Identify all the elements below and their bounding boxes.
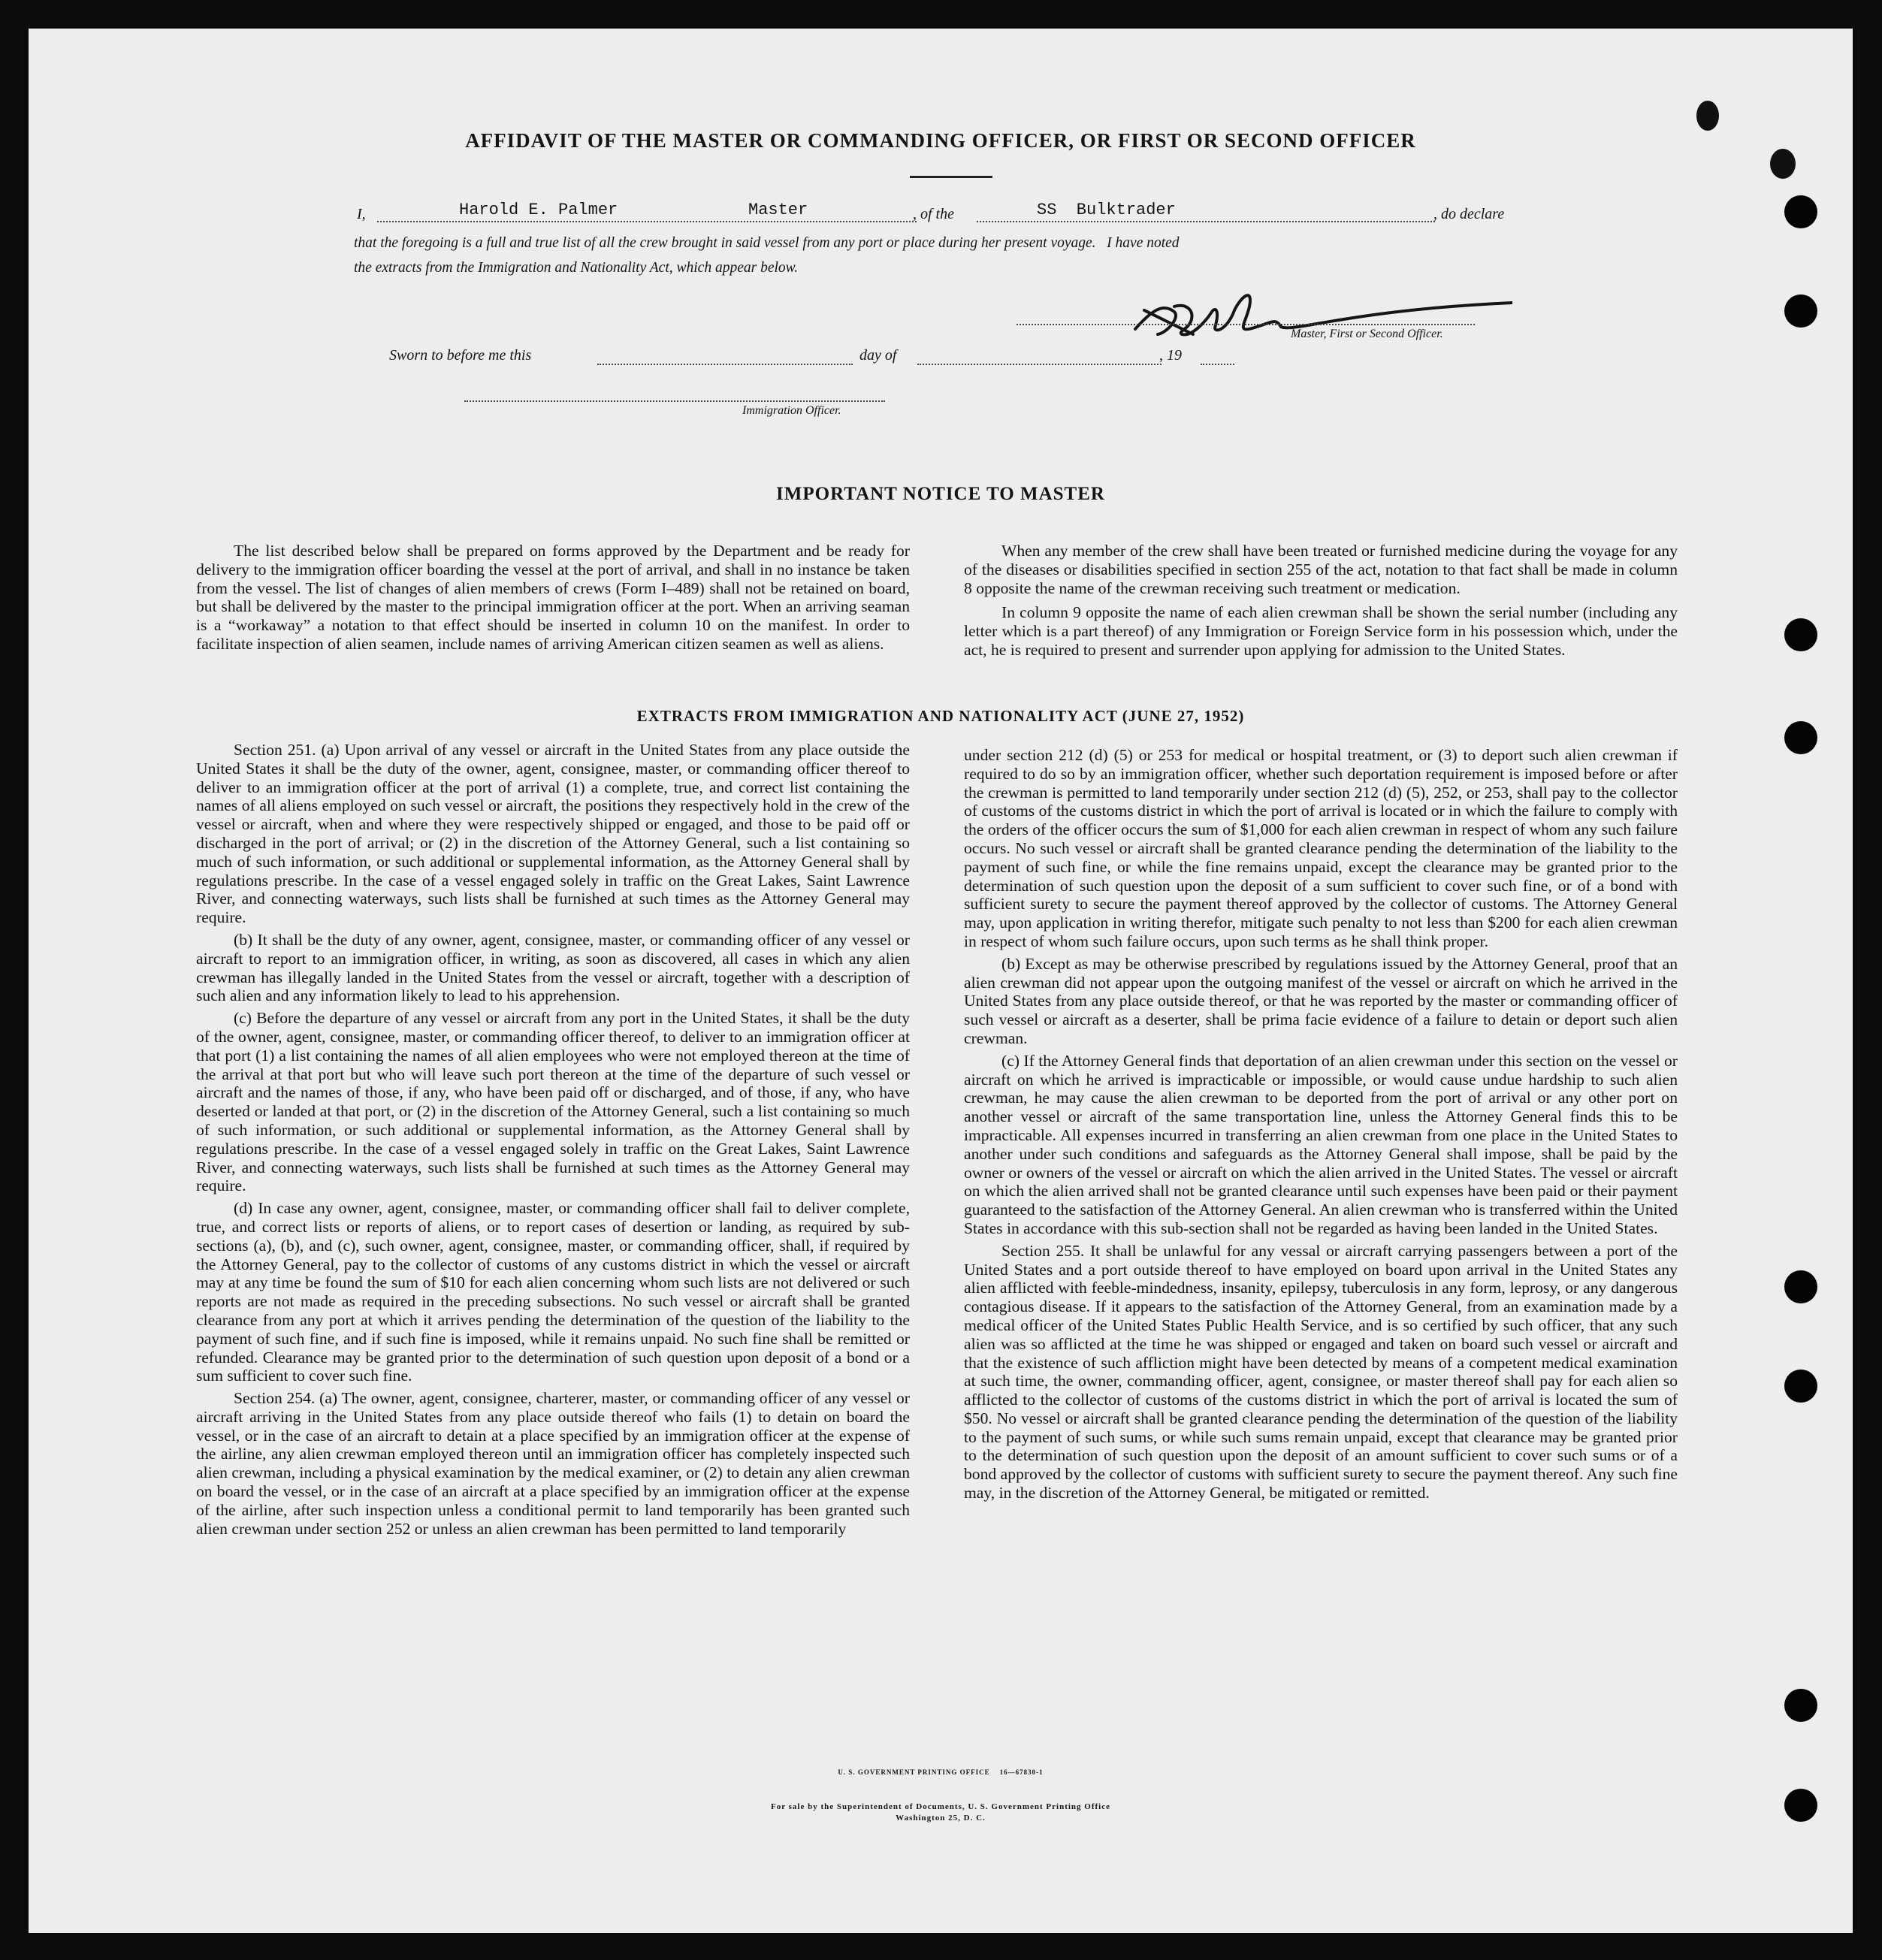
vessel-field-line <box>977 221 1435 222</box>
section-251-b: (b) It shall be the duty of any owner, agent, consignee, master, or commanding officer of any vessel or aircraft to report to an immigration officer, in writing, as soon as discovered, all cases in which any alien crewman has illegally landed in the United States from the vessel or aircraft, together with a description of such alien and any information likely to lead to his apprehension. <box>196 930 910 1005</box>
title-rule <box>910 176 992 178</box>
lead-i: I, <box>357 206 366 222</box>
officer-signature-line <box>464 400 885 402</box>
binder-hole <box>1784 1270 1817 1303</box>
signature-line <box>1017 324 1475 325</box>
section-254-c: (c) If the Attorney General finds that deportation of an alien crewman under this section on the vessel or aircraft on which he arrived is impracticable or impossible, or would cause undue hardship to such alien crewman, he may cause the alien crewman to be deported from the port of arrival or any other port on another vessel or aircraft of the same transportation line, unless the Attorney General finds this to be impracticable. All expenses incurred in transferring an alien crewman from one place in the United States to another under such conditions and safeguards as the Attorney General shall impose, shall be paid by the owner or owners of the vessel or aircraft on which the alien arrived in the United States. The vessel or aircraft on which the alien arrived shall not be granted clearance until such expenses have been paid or their payment guaranteed to the satisfaction of the Attorney General. An alien crewman who is transferred within the United States in accordance with this sub-section shall not be regarded as having been landed in the United States. <box>964 1051 1678 1237</box>
year-label: , 19 <box>1159 347 1182 364</box>
declaration-line-2: the extracts from the Immigration and Nationality Act, which appear below. <box>354 260 799 276</box>
sworn-year-line <box>1201 364 1234 365</box>
extracts-title: EXTRACTS FROM IMMIGRATION AND NATIONALITY ACT (JUNE 27, 1952) <box>636 707 1245 725</box>
binder-hole <box>1784 1689 1817 1722</box>
section-254-b: (b) Except as may be otherwise prescribed by regulations issued by the Attorney General, proof that an alien crewman did not appear upon the outgoing manifest of the vessel or aircraft on which he arrived in the United States from any place outside thereof, or that he was reported by the master or commanding officer of such vessel or aircraft as a deserter, shall be prima facie evidence of a failure to detain or deport such alien crewman. <box>964 954 1678 1047</box>
notice-left-paragraph: The list described below shall be prepared on forms approved by the Department and be ready for delivery to the immigration officer boarding the vessel at the port of arrival, and shall in no instance be taken from the vessel. The list of changes of alien members of crews (Form I–489) shall not be retained on board, but shall be delivered by the master to the principal immigration officer at the port. When an arriving seaman is a “workaway” a notation to that effect should be inserted in column 10 on the manifest. In order to facilitate inspection of alien seamen, include names of arriving American citizen seamen as well as aliens. <box>196 542 910 653</box>
rank-field[interactable]: Master <box>748 201 808 219</box>
do-declare-label: , do declare <box>1433 206 1505 222</box>
signer-caption: Master, First or Second Officer. <box>1291 328 1443 340</box>
extracts-right-column <box>964 746 1678 1506</box>
sworn-month-line <box>917 364 1162 365</box>
vessel-name-field[interactable]: SS Bulktrader <box>1037 201 1176 219</box>
sale-line-2: Washington 25, D. C. <box>896 1814 986 1823</box>
master-name-field[interactable]: Harold E. Palmer <box>459 201 618 219</box>
printer-line: U. S. GOVERNMENT PRINTING OFFICE 16—67830-1 <box>838 1768 1044 1776</box>
master-signature <box>1122 265 1512 355</box>
binder-hole <box>1784 721 1817 754</box>
section-254-a: Section 254. (a) The owner, agent, consignee, charterer, master, or commanding officer of any vessel or aircraft arriving in the United States from any place outside thereof who fails (1) to detain on board the vessel, or in the case of an aircraft to detain at a place specified by an immigration officer at the expense of the airline, any alien crewman employed thereon until an immigration officer has completely inspected such alien crewman, including a physical examination by the medical examiner, or (2) to detain any alien crewman on board the vessel, or in the case of an aircraft at a place specified by an immigration officer at the expense of the airline, after such inspection unless a conditional permit to land temporarily has been granted such alien crewman under section 252 or unless an alien crewman has been permitted to land temporarily <box>196 1389 910 1538</box>
sworn-day-line <box>597 364 853 365</box>
section-255: Section 255. It shall be unlawful for any vessal or aircraft carrying passengers between a port of the United States and a port outside thereof to have employed on board upon arrival in the United States any alien afflicted with feeble-mindedness, insanity, epilepsy, tuberculosis in any form, leprosy, or any dangerous contagious disease. If it appears to the satisfaction of the Attorney General, from an examination made by a medical officer of the United States Public Health Service, and is so certified by such officer, that any such alien was so afflicted at the time he was shipped or engaged and taken on board such vessel or aircraft and that the existence of such affliction might have been detected by means of a competent medical examination at such time, the owner, commanding officer, agent, consignee, or master thereof shall pay for each alien so afflicted to the collector of customs of the customs district in which the port of arrival is located the sum of $50. No vessel or aircraft shall be granted clearance pending the determination of the question of the liability to the payment of such sums, or while such sums remain unpaid, except that clearance may be granted prior to the determination of such question upon the deposit of an amount sufficient to cover such sums or of a bond approved by the collector of customs with sufficient surety to secure the payment thereof. Any such fine may, in the discretion of the Attorney General, be mitigated or remitted. <box>964 1241 1678 1502</box>
notice-right-column <box>964 542 1678 663</box>
binder-hole <box>1784 1370 1817 1403</box>
binder-hole <box>1784 294 1817 328</box>
sworn-label: Sworn to before me this <box>389 347 532 364</box>
notice-title: IMPORTANT NOTICE TO MASTER <box>776 484 1105 504</box>
ink-blot <box>1696 101 1719 131</box>
day-of-label: day of <box>859 347 897 364</box>
document-page <box>29 29 1853 1933</box>
of-the-label: , of the <box>913 206 954 222</box>
declaration-line-1: that the foregoing is a full and true list of all the crew brought in said vessel from any port or place during her present voyage. I have noted <box>354 235 1180 251</box>
section-251-d: (d) In case any owner, agent, consignee, master, or commanding officer shall fail to deliver complete, true, and correct lists or reports of aliens, or to report cases of desertion or landing, as required by sub-sections (a), (b), and (c), such owner, agent, consignee, master, or commanding officer, shall, if required by the Attorney General, pay to the collector of customs of any customs district in which the vessel or aircraft may at any time be found the sum of $10 for each alien concerning whom such lists are not delivered or such reports are not made as required in the preceding subsections. No such vessel or aircraft shall be granted clearance from any port at which it arrives pending the determination of the question of the liability to the payment of such fine, and if such fine is imposed, while it remains unpaid. No such fine shall be remitted or refunded. Clearance may be granted prior to the determination of such question upon deposit of a bond or a sum sufficient to cover such fine. <box>196 1199 910 1385</box>
affidavit-title: AFFIDAVIT OF THE MASTER OR COMMANDING OFFICER, OR FIRST OR SECOND OFFICER <box>465 129 1416 152</box>
binder-hole <box>1784 195 1817 228</box>
binder-hole <box>1784 618 1817 651</box>
extracts-left-column <box>196 741 910 1542</box>
binder-hole <box>1784 1789 1817 1822</box>
officer-caption: Immigration Officer. <box>742 404 841 417</box>
section-251-c: (c) Before the departure of any vessel or aircraft from any port in the United States, it shall be the duty of the owner, agent, consignee, master, or commanding officer thereof, to deliver to an immigration officer at that port (1) a list containing the names of all alien employees who were not employed thereon at the time of the arrival at that port but who will leave such port thereon at the time of the departure of such vessel or aircraft and the names of those, if any, who have been paid off or discharged, and of those, if any, who have deserted or landed at that port, or (2) in the discretion of the Attorney General, such a list containing so much of such information, or such additional or supplemental information, as the Attorney General shall by regulations prescribe. In the case of a vessel engaged solely in traffic on the Great Lakes, Saint Lawrence River, and connecting waterways, such lists shall be furnished at such times as the Attorney General may require. <box>196 1009 910 1195</box>
notice-left-column <box>196 542 910 657</box>
ink-blot <box>1770 149 1796 179</box>
section-254-a-continued: under section 212 (d) (5) or 253 for medical or hospital treatment, or (3) to deport such alien crewman if required to do so by an immigration officer, whether such deportation requirement is imposed before or after the crewman is permitted to land temporarily under section 212 (d) (5), 252, or 253, shall pay to the collector of customs of the customs district in which the port of arrival is located or in which the failure to comply with the orders of the officer occurs the sum of $1,000 for each alien crewman in respect of whom any such failure occurs. No such vessel or aircraft shall be granted clearance pending the determination of the liability to the payment of such fine, or while the fine remains unpaid, except the clearance may be granted prior to the determination of such question upon the deposit of a sum sufficient to cover such fine, or of a bond with sufficient surety to secure the payment thereof approved by the collector of customs. The Attorney General may, upon application in writing therefor, mitigate such penalty to not less than $200 for each alien crewman in respect of whom such failure occurs, upon such terms as he shall think proper. <box>964 746 1678 950</box>
notice-right-paragraph-1: When any member of the crew shall have been treated or furnished medicine during the voyage for any of the diseases or disabilities specified in section 255 of the act, notation to that fact shall be made in column 8 opposite the name of the crewman receiving such treatment or medication. <box>964 542 1678 597</box>
section-251-a: Section 251. (a) Upon arrival of any vessel or aircraft in the United States from any place outside the United States it shall be the duty of the owner, agent, consignee, master, or commanding officer thereof to deliver to an immigration officer at the port of arrival (1) a complete, true, and correct list containing the names of all aliens employed on such vessel or aircraft, the positions they respectively hold in the crew of the vessel or aircraft, when and where they were respectively shipped or engaged, and those to be paid off or discharged in the port of arrival; or (2) in the discretion of the Attorney General, such a list containing so much of such information, or such additional or supplemental information, as the Attorney General shall by regulations prescribe. In the case of a vessel engaged solely in traffic on the Great Lakes, Saint Lawrence River, and connecting waterways, such lists shall be furnished at such times as the Attorney General may require. <box>196 741 910 927</box>
name-field-line <box>377 221 917 222</box>
sale-line-1: For sale by the Superintendent of Documents, U. S. Government Printing Office <box>771 1802 1110 1811</box>
notice-right-paragraph-2: In column 9 opposite the name of each alien crewman shall be shown the serial number (including any letter which is a part thereof) of any Immigration or Foreign Service form in his possession which, under the act, he is required to present and surrender upon applying for admission to the United States. <box>964 603 1678 659</box>
